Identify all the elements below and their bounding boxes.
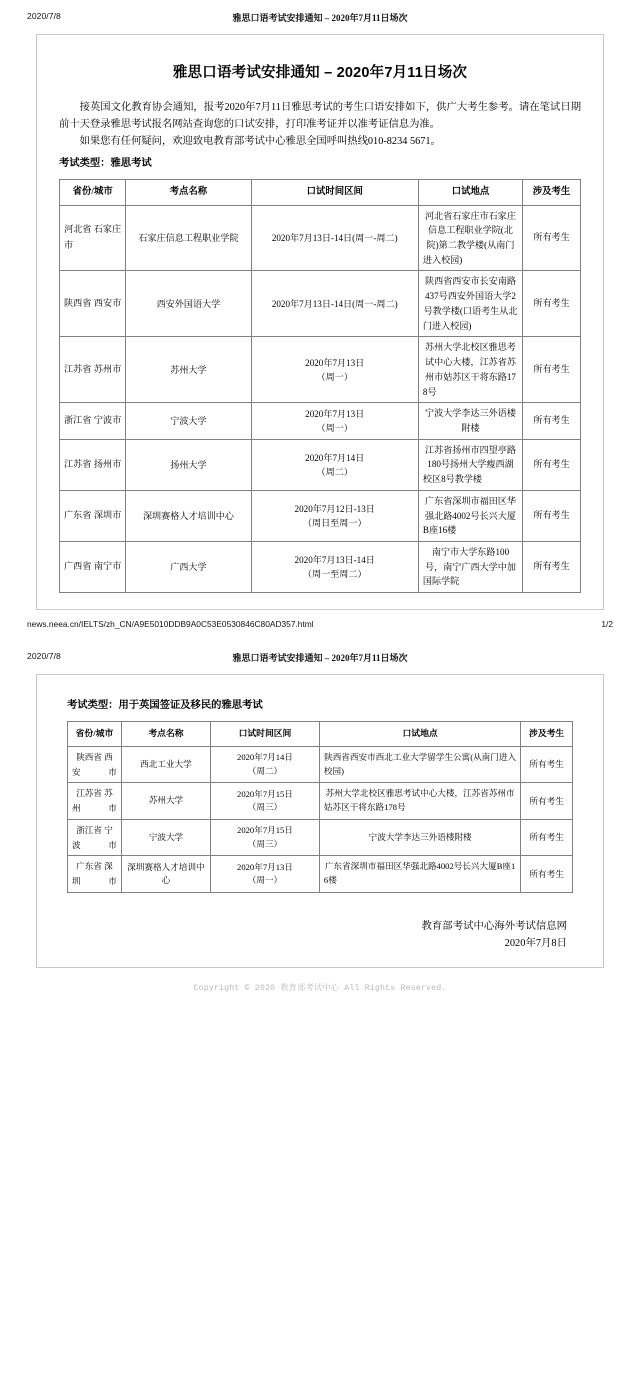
cell-time-range: 2020年7月13日 （周一） (251, 337, 418, 403)
table-row (68, 783, 573, 820)
print-header-date: 2020/7/8 (27, 11, 61, 21)
table-row (60, 439, 581, 490)
cell-province-city: 陕西省 西安市 (60, 271, 126, 337)
print-footer-page-1 (27, 610, 613, 640)
cell-time-range: 2020年7月13日-14日 （周一至周二） (251, 541, 418, 592)
cell-site-name: 苏州大学 (121, 783, 210, 820)
cell-site-name: 宁波大学 (121, 819, 210, 856)
cell-site-name: 扬州大学 (126, 439, 251, 490)
print-header-page-1 (0, 0, 640, 34)
cell-candidates: 所有考生 (523, 490, 581, 541)
cell-candidates: 所有考生 (523, 271, 581, 337)
table-header-row (68, 722, 573, 747)
cell-location: 广东省深圳市福田区华强北路4002号长兴大厦B座16楼 (418, 490, 522, 541)
table-row (60, 205, 581, 271)
cell-site-name: 深圳赛格人才培训中心 (126, 490, 251, 541)
cell-province-city: 江苏省 苏州市 (68, 783, 122, 820)
column-header-location: 口试地点 (319, 722, 520, 747)
footer-page-number: 1/2 (601, 619, 613, 630)
page-2-sheet (36, 674, 604, 968)
column-header-province-city: 省份/城市 (60, 180, 126, 206)
cell-site-name: 苏州大学 (126, 337, 251, 403)
cell-candidates: 所有考生 (523, 337, 581, 403)
exam-type-label-page-2: 考试类型：用于英国签证及移民的雅思考试 (67, 700, 263, 712)
column-header-time-range: 口试时间区间 (251, 180, 418, 206)
printed-page-1 (0, 0, 640, 640)
table-row (68, 856, 573, 893)
cell-time-range: 2020年7月13日 （周一） (211, 856, 320, 893)
cell-province-city: 广东省 深圳市 (60, 490, 126, 541)
cell-location: 苏州大学北校区雅思考试中心大楼，江苏省苏州市姑苏区干将东路178号 (319, 783, 520, 820)
cell-candidates: 所有考生 (521, 819, 573, 856)
cell-candidates: 所有考生 (521, 783, 573, 820)
cell-site-name: 西北工业大学 (121, 746, 210, 783)
table-header-row (60, 180, 581, 206)
cell-site-name: 石家庄信息工程职业学院 (126, 205, 251, 271)
cell-location: 河北省石家庄市石家庄信息工程职业学院(北院)第二教学楼(从南门进入校园) (418, 205, 522, 271)
cell-province-city: 广东省 深圳市 (68, 856, 122, 893)
cell-location: 宁波大学李达三外语楼附楼 (319, 819, 520, 856)
schedule-table-page-2 (67, 721, 573, 893)
cell-time-range: 2020年7月14日 （周二） (211, 746, 320, 783)
schedule-table-page-2-body (68, 746, 573, 892)
column-header-candidates: 涉及考生 (521, 722, 573, 747)
printed-page-2 (0, 640, 640, 1003)
column-header-time-range: 口试时间区间 (211, 722, 320, 747)
cell-time-range: 2020年7月13日-14日(周一-周二) (251, 205, 418, 271)
cell-province-city: 陕西省 西安市 (68, 746, 122, 783)
table-row (60, 403, 581, 439)
cell-time-range: 2020年7月15日 （周三） (211, 819, 320, 856)
print-header-title: 雅思口语考试安排通知 – 2020年7月11日场次 (232, 13, 408, 23)
cell-province-city: 江苏省 扬州市 (60, 439, 126, 490)
cell-province-city: 浙江省 宁波市 (68, 819, 122, 856)
intro-paragraph-1: 接英国文化教育协会通知，报考2020年7月11日雅思考试的考生口语安排如下，供广大考生参考。请在笔试日期前十天登录雅思考试报名网站查询您的口试安排，打印准考证并以准考证信息为准。 (59, 102, 581, 130)
signature-organization: 教育部考试中心海外考试信息网 (421, 921, 567, 932)
cell-candidates: 所有考生 (523, 205, 581, 271)
column-header-site-name: 考点名称 (126, 180, 251, 206)
cell-site-name: 西安外国语大学 (126, 271, 251, 337)
print-header-page-2 (0, 640, 640, 674)
cell-time-range: 2020年7月13日 （周一） (251, 403, 418, 439)
cell-province-city: 河北省 石家庄市 (60, 205, 126, 271)
table-row (68, 819, 573, 856)
column-header-candidates: 涉及考生 (523, 180, 581, 206)
page-1-sheet (36, 34, 604, 610)
cell-province-city: 浙江省 宁波市 (60, 403, 126, 439)
cell-location: 江苏省扬州市四望亭路180号扬州大学瘦西湖校区8号教学楼 (418, 439, 522, 490)
cell-time-range: 2020年7月13日-14日(周一-周二) (251, 271, 418, 337)
print-header-date: 2020/7/8 (27, 651, 61, 662)
schedule-table-page-1 (59, 179, 581, 593)
table-row (60, 541, 581, 592)
cell-site-name: 深圳赛格人才培训中心 (121, 856, 210, 893)
cell-province-city: 江苏省 苏州市 (60, 337, 126, 403)
cell-location: 陕西省西安市西北工业大学留学生公寓(从南门进入校园) (319, 746, 520, 783)
cell-site-name: 广西大学 (126, 541, 251, 592)
signature-block (67, 919, 573, 953)
cell-site-name: 宁波大学 (126, 403, 251, 439)
column-header-site-name: 考点名称 (121, 722, 210, 747)
cell-location: 宁波大学李达三外语楼附楼 (418, 403, 522, 439)
footer-source-url: news.neea.cn/IELTS/zh_CN/A9E5010DDB9A0C53E0530846C80AD357.html (27, 619, 314, 630)
copyright-notice: Copyright © 2020 教育部考试中心 All Rights Reserved. (193, 983, 447, 993)
cell-candidates: 所有考生 (521, 746, 573, 783)
cell-candidates: 所有考生 (521, 856, 573, 893)
schedule-table-page-1-body (60, 205, 581, 593)
column-header-location: 口试地点 (418, 180, 522, 206)
table-row (60, 271, 581, 337)
cell-candidates: 所有考生 (523, 439, 581, 490)
table-row (60, 490, 581, 541)
cell-location: 南宁市大学东路100号，南宁广西大学中加国际学院 (418, 541, 522, 592)
cell-time-range: 2020年7月14日 （周二） (251, 439, 418, 490)
intro-paragraph-2: 如果您有任何疑问，欢迎致电教育部考试中心雅思全国呼叫热线010-8234 5671。 (79, 136, 441, 148)
cell-location: 苏州大学北校区雅思考试中心大楼，江苏省苏州市姑苏区干将东路178号 (418, 337, 522, 403)
signature-date: 2020年7月8日 (504, 937, 567, 949)
print-header-title: 雅思口语考试安排通知 – 2020年7月11日场次 (232, 653, 408, 664)
cell-candidates: 所有考生 (523, 403, 581, 439)
exam-type-label-page-1: 考试类型：雅思考试 (59, 158, 152, 170)
column-header-province-city: 省份/城市 (68, 722, 122, 747)
table-row (68, 746, 573, 783)
table-row (60, 337, 581, 403)
cell-location: 广东省深圳市福田区华强北路4002号长兴大厦B座16楼 (319, 856, 520, 893)
cell-candidates: 所有考生 (523, 541, 581, 592)
cell-time-range: 2020年7月15日 （周三） (211, 783, 320, 820)
cell-province-city: 广西省 南宁市 (60, 541, 126, 592)
cell-time-range: 2020年7月12日-13日 （周日至周一） (251, 490, 418, 541)
page-title: 雅思口语考试安排通知 – 2020年7月11日场次 (172, 65, 468, 81)
cell-location: 陕西省西安市长安南路437号西安外国语大学2号教学楼(口语考生从北门进入校园) (418, 271, 522, 337)
